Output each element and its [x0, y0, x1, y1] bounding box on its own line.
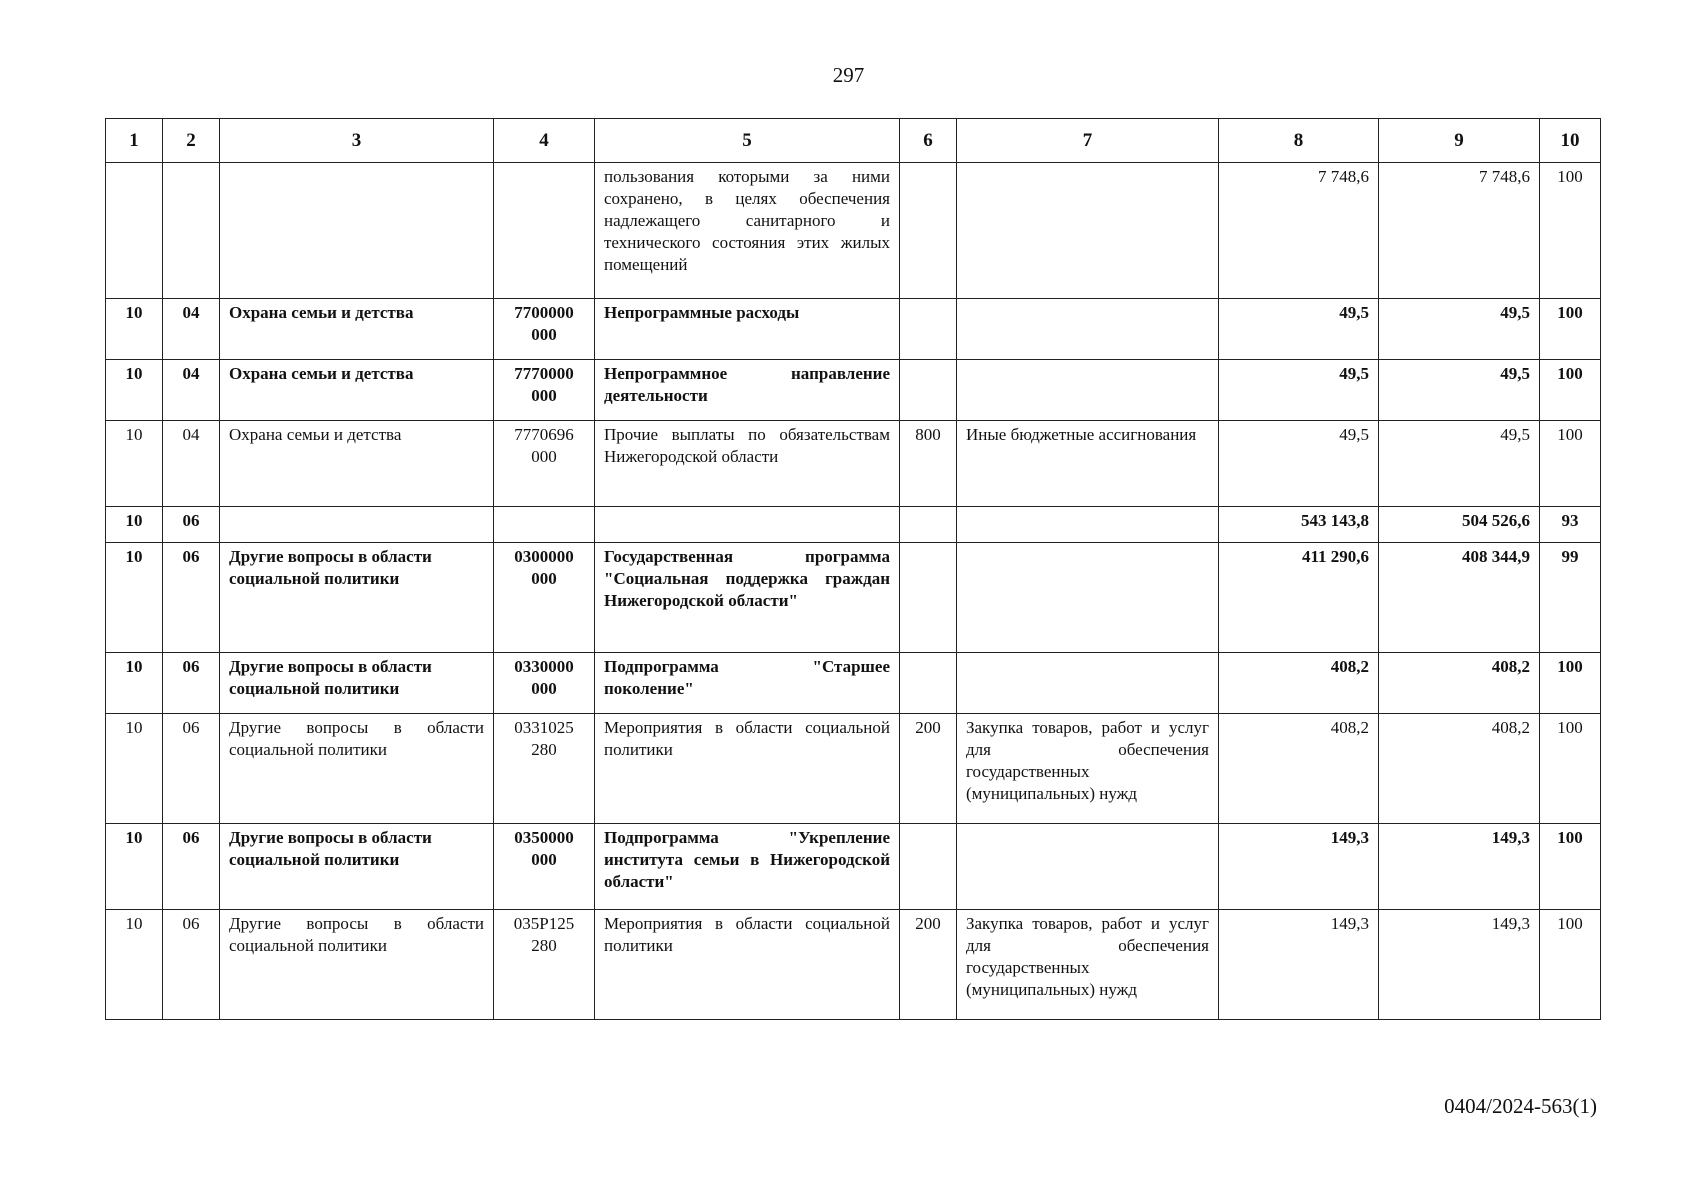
cell-subsection: 06 — [163, 543, 220, 653]
cell-expense-type-name — [957, 299, 1219, 360]
cell-target-code — [494, 163, 595, 299]
column-header: 5 — [595, 119, 900, 163]
cell-amount-actual: 149,3 — [1379, 824, 1540, 910]
page-number: 297 — [832, 63, 865, 87]
column-header: 4 — [494, 119, 595, 163]
cell-subsection: 06 — [163, 507, 220, 543]
cell-expense-type-name — [957, 163, 1219, 299]
cell-percent: 100 — [1540, 163, 1601, 299]
cell-target-name: Непрограммное направление деятельности — [595, 360, 900, 421]
cell-target-code: 7700000 000 — [494, 299, 595, 360]
cell-expense-type: 200 — [900, 910, 957, 1020]
cell-target-code: 0331025 280 — [494, 714, 595, 824]
cell-target-name: пользования которыми за ними сохранено, в целях обеспечения надлежащего санитарного и технического состояния этих жилых помещений — [595, 163, 900, 299]
cell-section: 10 — [106, 507, 163, 543]
column-header: 2 — [163, 119, 220, 163]
cell-amount-plan: 49,5 — [1219, 360, 1379, 421]
cell-target-code: 7770696 000 — [494, 421, 595, 507]
cell-percent: 100 — [1540, 299, 1601, 360]
column-header: 1 — [106, 119, 163, 163]
cell-percent: 100 — [1540, 360, 1601, 421]
cell-subsection-name: Другие вопросы в области социальной политики — [220, 824, 494, 910]
cell-target-name: Мероприятия в области социальной политики — [595, 910, 900, 1020]
cell-amount-actual: 408 344,9 — [1379, 543, 1540, 653]
cell-section — [106, 163, 163, 299]
cell-percent: 99 — [1540, 543, 1601, 653]
cell-subsection-name: Охрана семьи и детства — [220, 299, 494, 360]
table-row — [106, 299, 1601, 360]
cell-section: 10 — [106, 299, 163, 360]
table-row — [106, 714, 1601, 824]
cell-amount-plan: 408,2 — [1219, 653, 1379, 714]
cell-expense-type — [900, 507, 957, 543]
cell-amount-plan: 411 290,6 — [1219, 543, 1379, 653]
cell-subsection: 04 — [163, 299, 220, 360]
cell-target-name: Прочие выплаты по обязательствам Нижегородской области — [595, 421, 900, 507]
cell-section: 10 — [106, 910, 163, 1020]
cell-target-name: Непрограммные расходы — [595, 299, 900, 360]
cell-subsection-name: Охрана семьи и детства — [220, 421, 494, 507]
document-code: 0404/2024-563(1) — [1444, 1094, 1597, 1118]
cell-subsection: 06 — [163, 824, 220, 910]
cell-section: 10 — [106, 653, 163, 714]
table-row — [106, 910, 1601, 1020]
cell-amount-actual: 408,2 — [1379, 714, 1540, 824]
column-header: 9 — [1379, 119, 1540, 163]
cell-amount-actual: 7 748,6 — [1379, 163, 1540, 299]
cell-subsection-name: Другие вопросы в области социальной политики — [220, 910, 494, 1020]
cell-expense-type: 200 — [900, 714, 957, 824]
cell-expense-type-name — [957, 507, 1219, 543]
cell-expense-type-name: Закупка товаров, работ и услуг для обеспечения государственных (муниципальных) нужд — [957, 714, 1219, 824]
cell-section: 10 — [106, 360, 163, 421]
column-header: 7 — [957, 119, 1219, 163]
table-row — [106, 653, 1601, 714]
cell-subsection-name: Охрана семьи и детства — [220, 360, 494, 421]
cell-expense-type — [900, 360, 957, 421]
cell-subsection — [163, 163, 220, 299]
cell-target-code — [494, 507, 595, 543]
cell-section: 10 — [106, 421, 163, 507]
table-row — [106, 360, 1601, 421]
cell-target-code: 0350000 000 — [494, 824, 595, 910]
cell-amount-actual: 49,5 — [1379, 421, 1540, 507]
cell-expense-type-name — [957, 653, 1219, 714]
cell-percent: 93 — [1540, 507, 1601, 543]
cell-percent: 100 — [1540, 653, 1601, 714]
cell-amount-actual: 149,3 — [1379, 910, 1540, 1020]
table-row — [106, 163, 1601, 299]
cell-subsection-name: Другие вопросы в области социальной политики — [220, 543, 494, 653]
cell-section: 10 — [106, 543, 163, 653]
cell-expense-type-name — [957, 824, 1219, 910]
table-row — [106, 421, 1601, 507]
cell-expense-type: 800 — [900, 421, 957, 507]
cell-subsection-name — [220, 163, 494, 299]
cell-expense-type-name — [957, 543, 1219, 653]
cell-amount-plan: 49,5 — [1219, 299, 1379, 360]
cell-amount-actual: 504 526,6 — [1379, 507, 1540, 543]
cell-amount-plan: 149,3 — [1219, 910, 1379, 1020]
cell-subsection: 06 — [163, 714, 220, 824]
cell-amount-actual: 408,2 — [1379, 653, 1540, 714]
cell-subsection-name: Другие вопросы в области социальной политики — [220, 714, 494, 824]
cell-target-name: Государственная программа "Социальная поддержка граждан Нижегородской области" — [595, 543, 900, 653]
cell-target-code: 035Р125 280 — [494, 910, 595, 1020]
cell-subsection-name: Другие вопросы в области социальной политики — [220, 653, 494, 714]
column-header: 6 — [900, 119, 957, 163]
cell-target-code: 0330000 000 — [494, 653, 595, 714]
cell-amount-plan: 543 143,8 — [1219, 507, 1379, 543]
column-header: 10 — [1540, 119, 1601, 163]
cell-amount-plan: 408,2 — [1219, 714, 1379, 824]
header-row — [106, 119, 1601, 163]
cell-subsection: 04 — [163, 360, 220, 421]
cell-target-code: 0300000 000 — [494, 543, 595, 653]
column-header: 8 — [1219, 119, 1379, 163]
cell-section: 10 — [106, 824, 163, 910]
cell-section: 10 — [106, 714, 163, 824]
cell-target-name: Подпрограмма "Старшее поколение" — [595, 653, 900, 714]
cell-amount-actual: 49,5 — [1379, 299, 1540, 360]
cell-expense-type — [900, 163, 957, 299]
cell-expense-type — [900, 543, 957, 653]
cell-expense-type — [900, 824, 957, 910]
cell-expense-type — [900, 299, 957, 360]
table-row — [106, 543, 1601, 653]
cell-expense-type-name: Закупка товаров, работ и услуг для обеспечения государственных (муниципальных) нужд — [957, 910, 1219, 1020]
cell-amount-plan: 149,3 — [1219, 824, 1379, 910]
cell-target-name: Подпрограмма "Укрепление института семьи в Нижегородской области" — [595, 824, 900, 910]
column-header: 3 — [220, 119, 494, 163]
cell-subsection: 04 — [163, 421, 220, 507]
cell-target-name — [595, 507, 900, 543]
cell-target-name: Мероприятия в области социальной политики — [595, 714, 900, 824]
cell-expense-type-name: Иные бюджетные ассигнования — [957, 421, 1219, 507]
cell-percent: 100 — [1540, 421, 1601, 507]
cell-percent: 100 — [1540, 910, 1601, 1020]
cell-subsection: 06 — [163, 910, 220, 1020]
cell-amount-actual: 49,5 — [1379, 360, 1540, 421]
table-row — [106, 507, 1601, 543]
cell-subsection-name — [220, 507, 494, 543]
cell-amount-plan: 7 748,6 — [1219, 163, 1379, 299]
cell-percent: 100 — [1540, 824, 1601, 910]
table-row — [106, 824, 1601, 910]
budget-table — [105, 118, 1601, 1020]
cell-target-code: 7770000 000 — [494, 360, 595, 421]
cell-amount-plan: 49,5 — [1219, 421, 1379, 507]
cell-percent: 100 — [1540, 714, 1601, 824]
cell-subsection: 06 — [163, 653, 220, 714]
cell-expense-type-name — [957, 360, 1219, 421]
cell-expense-type — [900, 653, 957, 714]
